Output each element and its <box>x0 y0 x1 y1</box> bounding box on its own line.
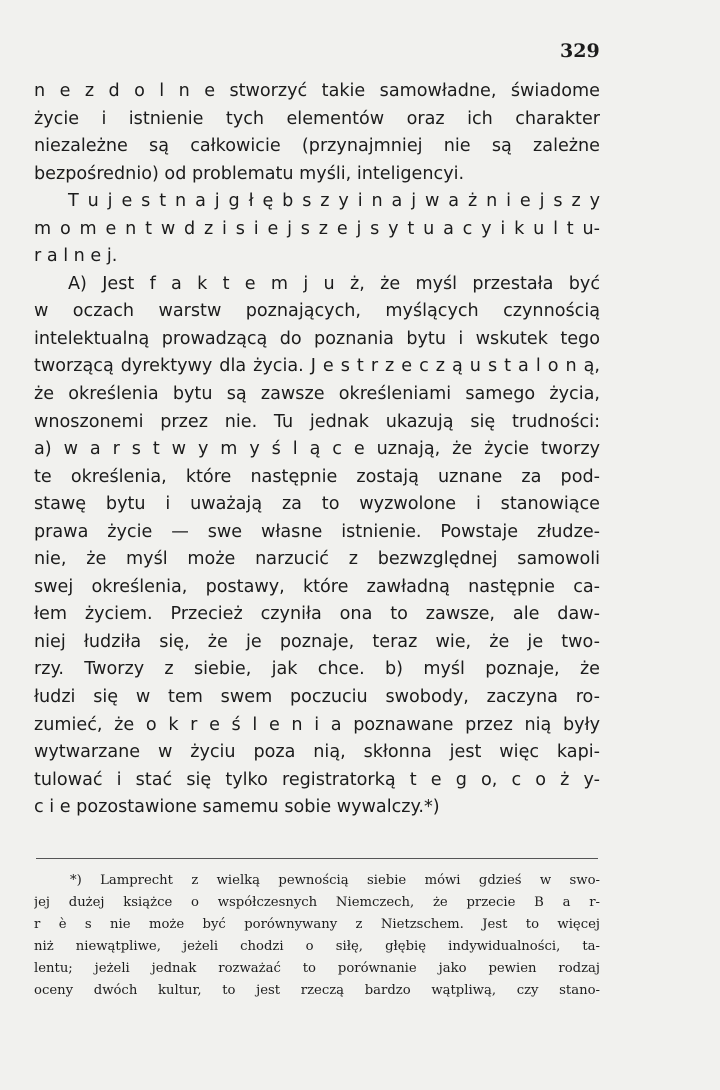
footnote-line: lentu; jeżeli jednak rozważać to porównanie jako pewien rodzaj <box>34 961 600 976</box>
text-line: swej określenia, postawy, które zawładną następnie ca- <box>34 576 600 597</box>
text-line: niej łudziła się, że je poznaje, teraz wie, że je two- <box>34 631 600 652</box>
text-line: A) Jest f a k t e m j u ż, że myśl przestała być <box>68 273 600 294</box>
footnote-line: r è s nie może być porównywany z Nietzschem. Jest to więcej <box>34 917 600 932</box>
footnote-line: jej dużej książce o współczesnych Niemczech, że przecie B a r- <box>34 895 600 910</box>
text-line: życie i istnienie tych elementów oraz ich charakter <box>34 108 600 129</box>
text-line: łudzi się w tem swem poczuciu swobody, zaczyna ro- <box>34 687 600 708</box>
text-line: w oczach warstw poznających, myślących czynnością <box>34 301 600 322</box>
text-line: zumieć, że o k r e ś l e n i a poznawane przez nią były <box>34 714 600 735</box>
text-line: łem życiem. Przecież czyniła ona to zawsze, ale daw- <box>34 604 600 625</box>
text-line: c i e pozostawione samemu sobie wywalczy.*) <box>34 797 440 818</box>
footnote-line: niż niewątpliwe, jeżeli chodzi o siłę, głębię indywidualności, ta- <box>34 939 600 954</box>
text-line: T u j e s t n a j g ł ę b s z y i n a j w a ż n i e j s z y <box>68 191 600 212</box>
footnote <box>34 870 600 1002</box>
main-text <box>34 78 600 822</box>
text-line: wytwarzane w życiu poza nią, skłonna jest więc kapi- <box>34 742 600 763</box>
text-line: nie, że myśl może narzucić z bezwzględnej samowoli <box>34 549 600 570</box>
text-line: rzy. Tworzy z siebie, jak chce. b) myśl poznaje, że <box>34 659 600 680</box>
text-line: intelektualną prowadzącą do poznania bytu i wskutek tego <box>34 328 600 349</box>
footnote-line: *) Lamprecht z wielką pewnością siebie mówi gdzieś w swo- <box>70 873 600 888</box>
page-number: 329 <box>560 40 600 62</box>
text-line: bezpośrednio) od problematu myśli, inteligencyi. <box>34 163 465 184</box>
footnote-line: oceny dwóch kultur, to jest rzeczą bardzo wątpliwą, czy stano- <box>34 983 600 998</box>
text-line: prawa życie — swe własne istnienie. Powstaje złudze- <box>34 521 600 542</box>
text-line: tworzącą dyrektywy dla życia. J e s t r z e c z ą u s t a l o n ą, <box>34 356 600 377</box>
text-line: tulować i stać się tylko registratorką t e g o, c o ż y- <box>34 769 600 790</box>
text-line: n e z d o l n e stworzyć takie samowładne, świadome <box>34 81 600 101</box>
text-line: te określenia, które następnie zostają uznane za pod- <box>34 466 600 487</box>
text-line: niezależne są całkowicie (przynajmniej nie są zależne <box>34 136 600 157</box>
footnote-divider <box>36 858 598 859</box>
text-line: że określenia bytu są zawsze określeniami samego życia, <box>34 384 600 405</box>
text-line: m o m e n t w d z i s i e j s z e j s y t u a c y i k u l t u- <box>34 218 600 239</box>
text-line: r a l n e j. <box>34 246 118 267</box>
text-line: wnoszonemi przez nie. Tu jednak ukazują się trudności: <box>34 411 600 432</box>
text-line: a) w a r s t w y m y ś l ą c e uznają, że życie tworzy <box>34 439 600 460</box>
text-line: stawę bytu i uważają za to wyzwolone i stanowiące <box>34 494 600 515</box>
